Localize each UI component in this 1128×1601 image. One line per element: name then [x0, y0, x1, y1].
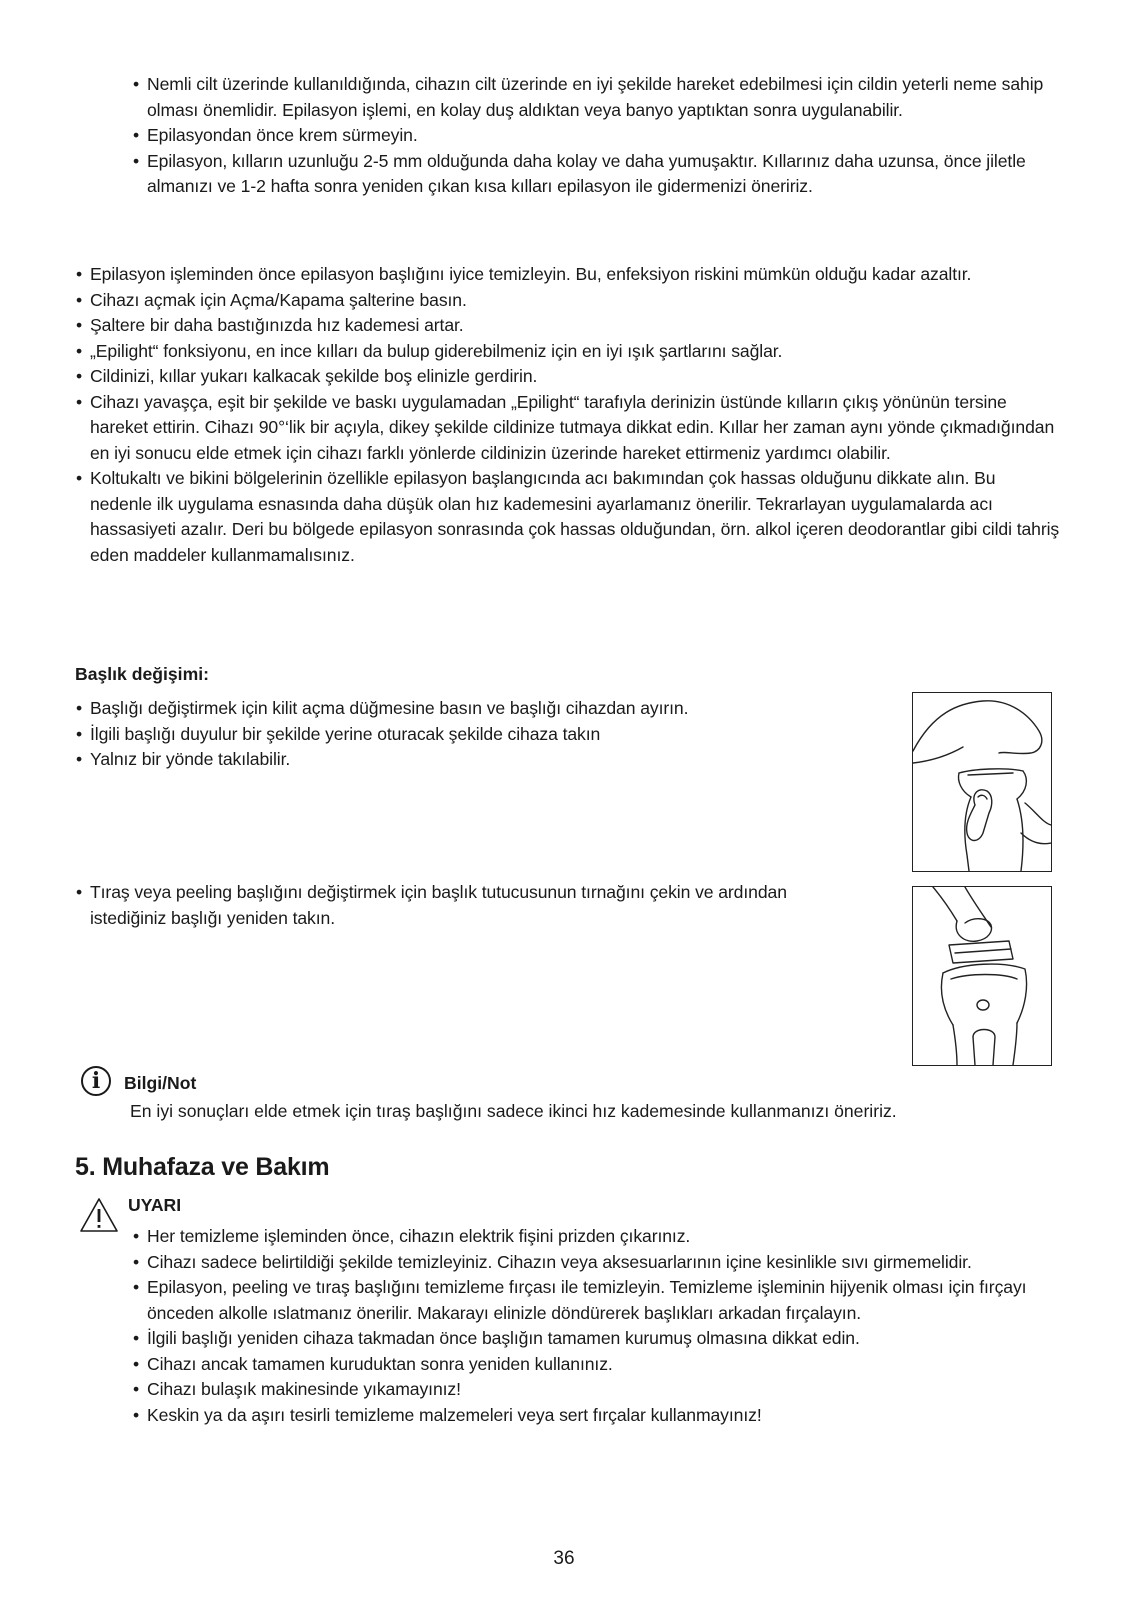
section-title: 5. Muhafaza ve Bakım [75, 1153, 330, 1181]
list-item: • Cihazı yavaşça, eşit bir şekilde ve baskı uygulamadan „Epilight“ tarafıyla derinizin üstünde kılların çıkış yönünün tersine hareket ettirin. Cihazı 90°‘lik bir açıyla, dikey şekilde cildinize tutmaya dikkat edin. Kıllar her zaman aynı yönde çıkmadığından en iyi sonucu elde etmek için cihazı farklı yönlerde cildinizin üzerinde hareket ettirmeniz yardımcı olabilir. [75, 390, 1060, 467]
info-icon: i [81, 1066, 111, 1096]
shaver-head-bullet-list [75, 880, 855, 931]
intro-bullet-list [132, 72, 1052, 200]
list-item: • Epilasyon, peeling ve tıraş başlığını temizleme fırçası ile temizleyin. Temizleme işleminin hijyenik olması için fırçayı önceden alkolle ıslatmanız önerilir. Makarayı elinizle döndürerek başlıkları arkadan fırçalayın. [132, 1275, 1052, 1326]
warning-triangle-icon [79, 1197, 119, 1233]
head-change-heading: Başlık değişimi: [75, 664, 209, 684]
page-number: 36 [553, 1548, 575, 1569]
list-item: • Cihazı ancak tamamen kuruduktan sonra yeniden kullanınız. [132, 1352, 1052, 1378]
list-item: • Nemli cilt üzerinde kullanıldığında, cihazın cilt üzerinde en iyi şekilde hareket edebilmesi için cildin yeterli neme sahip olması önemlidir. Epilasyon işlemi, en kolay duş aldıktan veya banyo yaptıktan sonra uygulanabilir. [132, 72, 1052, 123]
list-item: • Epilasyon, kılların uzunluğu 2-5 mm olduğunda daha kolay ve daha yumuşaktır. Kıllarınız daha uzunsa, önce jiletle almanızı ve 1-2 hafta sonra yeniden çıkan kısa kılları epilasyon ile gidermenizi öneririz. [132, 149, 1052, 200]
list-item: • Koltukaltı ve bikini bölgelerinin özellikle epilasyon başlangıcında acı bakımından çok hassas olduğunu dikkate alın. Bu nedenle ilk uygulama esnasında daha düşük olan hız kademesini ayarlamanız önerilir. Tekrarlayan uygulamalarda acı hassasiyeti azalır. Deri bu bölgede epilasyon sonrasında çok hassas olduğundan, örn. alkol içeren deodorantlar gibi cildi tahriş eden maddeler kullanmamalısınız. [75, 466, 1060, 568]
list-item: • Tıraş veya peeling başlığını değiştirmek için başlık tutucusunun tırnağını çekin ve ardından istediğiniz başlığı yeniden takın. [75, 880, 855, 931]
list-item: • Cihazı açmak için Açma/Kapama şalterine basın. [75, 288, 1060, 314]
warning-bullet-list [132, 1224, 1052, 1428]
info-title: Bilgi/Not [124, 1073, 197, 1093]
list-item: • Yalnız bir yönde takılabilir. [75, 747, 835, 773]
list-item: • İlgili başlığı duyulur bir şekilde yerine oturacak şekilde cihaza takın [75, 722, 835, 748]
list-item: • İlgili başlığı yeniden cihaza takmadan önce başlığın tamamen kurumuş olmasına dikkat edin. [132, 1326, 1052, 1352]
info-text: En iyi sonuçları elde etmek için tıraş başlığını sadece ikinci hız kademesinde kullanmanızı öneririz. [130, 1101, 897, 1121]
list-item: • Cildinizi, kıllar yukarı kalkacak şekilde boş elinizle gerdirin. [75, 364, 1060, 390]
usage-bullet-list [75, 262, 1060, 568]
head-change-bullet-list [75, 696, 835, 773]
warning-title: UYARI [128, 1195, 182, 1215]
list-item: • Keskin ya da aşırı tesirli temizleme malzemeleri veya sert fırçalar kullanmayınız! [132, 1403, 1052, 1429]
list-item: • „Epilight“ fonksiyonu, en ince kılları da bulup giderebilmeniz için en iyi ışık şartlarını sağlar. [75, 339, 1060, 365]
head-removal-illustration [912, 692, 1052, 872]
list-item: • Epilasyondan önce krem sürmeyin. [132, 123, 1052, 149]
list-item: • Cihazı sadece belirtildiği şekilde temizleyiniz. Cihazın veya aksesuarlarının içine kesinlikle sıvı girmemelidir. [132, 1250, 1052, 1276]
list-item: • Başlığı değiştirmek için kilit açma düğmesine basın ve başlığı cihazdan ayırın. [75, 696, 835, 722]
shaver-head-illustration [912, 886, 1052, 1066]
list-item: • Şaltere bir daha bastığınızda hız kademesi artar. [75, 313, 1060, 339]
list-item: • Epilasyon işleminden önce epilasyon başlığını iyice temizleyin. Bu, enfeksiyon riskini mümkün olduğu kadar azaltır. [75, 262, 1060, 288]
list-item: • Cihazı bulaşık makinesinde yıkamayınız! [132, 1377, 1052, 1403]
list-item: • Her temizleme işleminden önce, cihazın elektrik fişini prizden çıkarınız. [132, 1224, 1052, 1250]
